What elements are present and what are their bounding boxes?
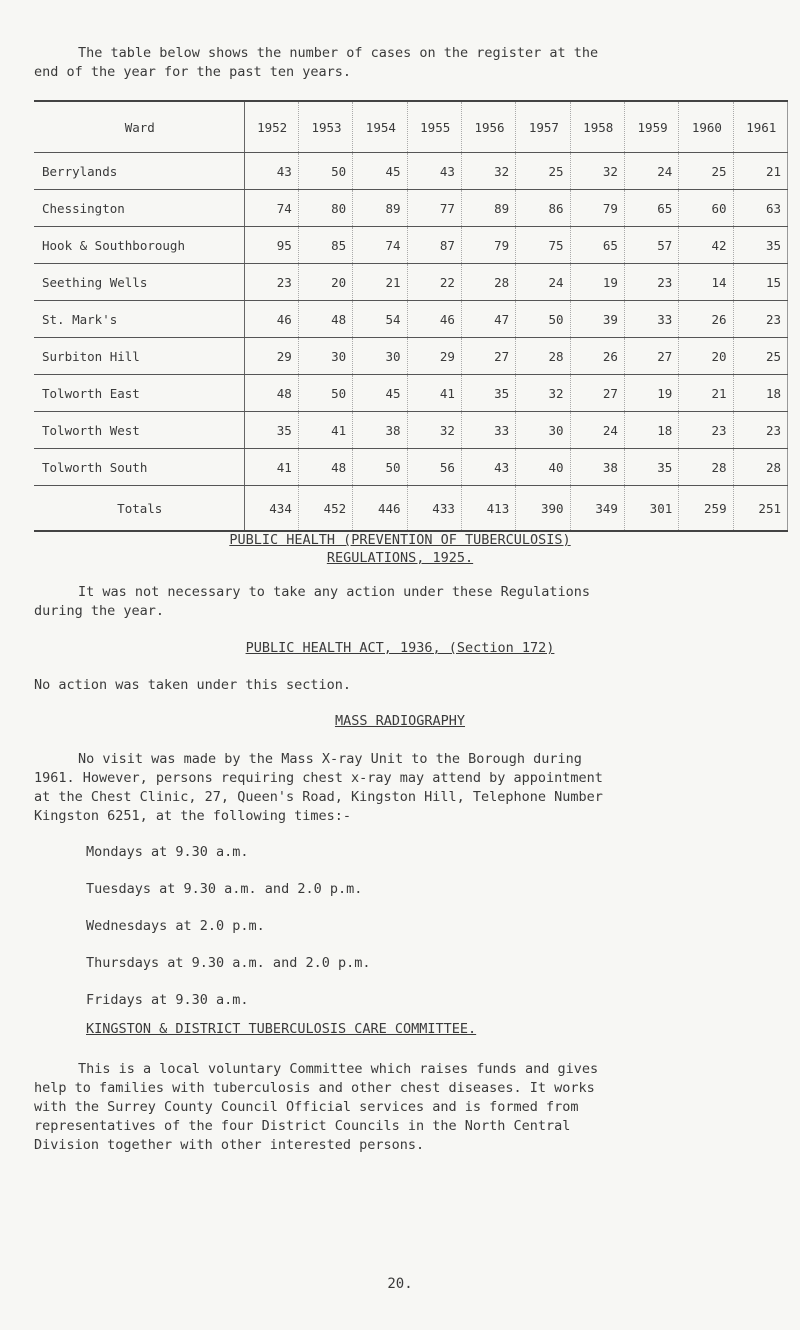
case-count-cell: 40 bbox=[516, 449, 570, 486]
pha-text-line: No action was taken under this section. bbox=[34, 677, 351, 693]
case-count-cell: 26 bbox=[570, 338, 624, 375]
case-count-cell: 25 bbox=[733, 338, 787, 375]
case-count-cell: 24 bbox=[624, 153, 678, 190]
case-count-cell: 45 bbox=[353, 375, 407, 412]
kd-paragraph bbox=[34, 1060, 774, 1155]
header-year: 1955 bbox=[407, 101, 461, 153]
pha-heading-text: PUBLIC HEALTH ACT, 1936, (Section 172) bbox=[245, 640, 555, 656]
kd-text-line: Division together with other interested persons. bbox=[34, 1137, 425, 1153]
case-count-cell: 42 bbox=[679, 227, 733, 264]
case-count-cell: 23 bbox=[733, 301, 787, 338]
table-row bbox=[34, 264, 788, 301]
case-count-cell: 33 bbox=[624, 301, 678, 338]
case-count-cell: 33 bbox=[461, 412, 515, 449]
case-count-cell: 43 bbox=[244, 153, 298, 190]
case-count-cell: 22 bbox=[407, 264, 461, 301]
case-count-cell: 79 bbox=[461, 227, 515, 264]
ward-name: Chessington bbox=[34, 190, 244, 227]
case-count-cell: 349 bbox=[570, 486, 624, 532]
case-count-cell: 25 bbox=[516, 153, 570, 190]
case-count-cell: 74 bbox=[244, 190, 298, 227]
header-year: 1954 bbox=[353, 101, 407, 153]
case-count-cell: 30 bbox=[298, 338, 352, 375]
case-count-cell: 30 bbox=[353, 338, 407, 375]
case-count-cell: 89 bbox=[461, 190, 515, 227]
table-row bbox=[34, 153, 788, 190]
case-count-cell: 60 bbox=[679, 190, 733, 227]
header-year: 1961 bbox=[733, 101, 787, 153]
header-year: 1957 bbox=[516, 101, 570, 153]
case-count-cell: 413 bbox=[461, 486, 515, 532]
totals-row bbox=[34, 486, 788, 532]
table-row bbox=[34, 338, 788, 375]
case-count-cell: 87 bbox=[407, 227, 461, 264]
case-count-cell: 28 bbox=[733, 449, 787, 486]
kd-text-line: help to families with tuberculosis and other chest diseases. It works bbox=[34, 1080, 595, 1096]
pha-paragraph bbox=[34, 676, 774, 695]
cases-register-table bbox=[34, 100, 788, 532]
ward-name: Seething Wells bbox=[34, 264, 244, 301]
case-count-cell: 19 bbox=[570, 264, 624, 301]
table-row bbox=[34, 301, 788, 338]
case-count-cell: 21 bbox=[679, 375, 733, 412]
phr-heading-2 bbox=[0, 550, 800, 566]
clinic-time-item: Thursdays at 9.30 a.m. and 2.0 p.m. bbox=[86, 955, 371, 971]
case-count-cell: 41 bbox=[298, 412, 352, 449]
case-count-cell: 35 bbox=[461, 375, 515, 412]
clinic-times-list bbox=[86, 842, 370, 1027]
case-count-cell: 23 bbox=[624, 264, 678, 301]
case-count-cell: 32 bbox=[570, 153, 624, 190]
case-count-cell: 32 bbox=[407, 412, 461, 449]
case-count-cell: 21 bbox=[353, 264, 407, 301]
case-count-cell: 29 bbox=[407, 338, 461, 375]
intro-line: The table below shows the number of cases on the register at the bbox=[78, 45, 599, 61]
header-year: 1953 bbox=[298, 101, 352, 153]
case-count-cell: 446 bbox=[353, 486, 407, 532]
page-number: 20. bbox=[387, 1276, 413, 1292]
case-count-cell: 20 bbox=[679, 338, 733, 375]
case-count-cell: 45 bbox=[353, 153, 407, 190]
case-count-cell: 86 bbox=[516, 190, 570, 227]
case-count-cell: 39 bbox=[570, 301, 624, 338]
case-count-cell: 24 bbox=[516, 264, 570, 301]
case-count-cell: 48 bbox=[244, 375, 298, 412]
case-count-cell: 29 bbox=[244, 338, 298, 375]
kd-text-line: This is a local voluntary Committee which raises funds and gives bbox=[78, 1061, 599, 1077]
table-row bbox=[34, 190, 788, 227]
header-year: 1958 bbox=[570, 101, 624, 153]
case-count-cell: 74 bbox=[353, 227, 407, 264]
mr-text-line: Kingston 6251, at the following times:- bbox=[34, 808, 351, 824]
case-count-cell: 38 bbox=[353, 412, 407, 449]
table-row bbox=[34, 375, 788, 412]
case-count-cell: 15 bbox=[733, 264, 787, 301]
header-year: 1952 bbox=[244, 101, 298, 153]
case-count-cell: 28 bbox=[461, 264, 515, 301]
clinic-time-item: Fridays at 9.30 a.m. bbox=[86, 992, 249, 1008]
ward-name: Tolworth West bbox=[34, 412, 244, 449]
case-count-cell: 85 bbox=[298, 227, 352, 264]
mr-text-line: 1961. However, persons requiring chest x-ray may attend by appointment bbox=[34, 770, 603, 786]
case-count-cell: 26 bbox=[679, 301, 733, 338]
case-count-cell: 28 bbox=[516, 338, 570, 375]
case-count-cell: 259 bbox=[679, 486, 733, 532]
case-count-cell: 18 bbox=[624, 412, 678, 449]
case-count-cell: 30 bbox=[516, 412, 570, 449]
case-count-cell: 18 bbox=[733, 375, 787, 412]
case-count-cell: 21 bbox=[733, 153, 787, 190]
clinic-time-item: Tuesdays at 9.30 a.m. and 2.0 p.m. bbox=[86, 881, 363, 897]
kd-heading bbox=[86, 1020, 476, 1039]
case-count-cell: 63 bbox=[733, 190, 787, 227]
case-count-cell: 50 bbox=[353, 449, 407, 486]
case-count-cell: 56 bbox=[407, 449, 461, 486]
case-count-cell: 43 bbox=[461, 449, 515, 486]
ward-name: Tolworth South bbox=[34, 449, 244, 486]
table-header-row bbox=[34, 101, 788, 153]
case-count-cell: 65 bbox=[570, 227, 624, 264]
case-count-cell: 41 bbox=[407, 375, 461, 412]
case-count-cell: 95 bbox=[244, 227, 298, 264]
case-count-cell: 46 bbox=[407, 301, 461, 338]
phr-paragraph bbox=[34, 583, 774, 621]
case-count-cell: 57 bbox=[624, 227, 678, 264]
case-count-cell: 23 bbox=[733, 412, 787, 449]
case-count-cell: 79 bbox=[570, 190, 624, 227]
case-count-cell: 27 bbox=[570, 375, 624, 412]
mr-heading bbox=[0, 713, 800, 729]
case-count-cell: 38 bbox=[570, 449, 624, 486]
case-count-cell: 65 bbox=[624, 190, 678, 227]
ward-name: St. Mark's bbox=[34, 301, 244, 338]
case-count-cell: 43 bbox=[407, 153, 461, 190]
case-count-cell: 434 bbox=[244, 486, 298, 532]
mr-paragraph bbox=[34, 750, 774, 826]
header-ward: Ward bbox=[34, 101, 244, 153]
case-count-cell: 35 bbox=[244, 412, 298, 449]
ward-name: Surbiton Hill bbox=[34, 338, 244, 375]
case-count-cell: 23 bbox=[244, 264, 298, 301]
ward-name: Tolworth East bbox=[34, 375, 244, 412]
mr-text-line: No visit was made by the Mass X-ray Unit to the Borough during bbox=[78, 751, 582, 767]
table-row bbox=[34, 449, 788, 486]
case-count-cell: 54 bbox=[353, 301, 407, 338]
case-count-cell: 47 bbox=[461, 301, 515, 338]
case-count-cell: 46 bbox=[244, 301, 298, 338]
phr-text-line: during the year. bbox=[34, 603, 165, 619]
intro-paragraph bbox=[34, 44, 774, 82]
clinic-time-item: Wednesdays at 2.0 p.m. bbox=[86, 918, 265, 934]
case-count-cell: 50 bbox=[298, 153, 352, 190]
case-count-cell: 24 bbox=[570, 412, 624, 449]
case-count-cell: 50 bbox=[298, 375, 352, 412]
case-count-cell: 19 bbox=[624, 375, 678, 412]
ward-name: Totals bbox=[34, 486, 244, 532]
header-year: 1960 bbox=[679, 101, 733, 153]
phr-heading-line-1: PUBLIC HEALTH (PREVENTION OF TUBERCULOSIS) bbox=[229, 532, 571, 548]
case-count-cell: 23 bbox=[679, 412, 733, 449]
case-count-cell: 32 bbox=[461, 153, 515, 190]
kd-text-line: representatives of the four District Councils in the North Central bbox=[34, 1118, 571, 1134]
case-count-cell: 32 bbox=[516, 375, 570, 412]
case-count-cell: 48 bbox=[298, 301, 352, 338]
phr-heading-line-2: REGULATIONS, 1925. bbox=[326, 550, 474, 566]
case-count-cell: 35 bbox=[624, 449, 678, 486]
ward-name: Hook & Southborough bbox=[34, 227, 244, 264]
table-row bbox=[34, 412, 788, 449]
case-count-cell: 41 bbox=[244, 449, 298, 486]
case-count-cell: 452 bbox=[298, 486, 352, 532]
case-count-cell: 390 bbox=[516, 486, 570, 532]
case-count-cell: 89 bbox=[353, 190, 407, 227]
case-count-cell: 301 bbox=[624, 486, 678, 532]
case-count-cell: 14 bbox=[679, 264, 733, 301]
case-count-cell: 27 bbox=[461, 338, 515, 375]
phr-text-line: It was not necessary to take any action under these Regulations bbox=[78, 584, 591, 600]
ward-name: Berrylands bbox=[34, 153, 244, 190]
header-year: 1956 bbox=[461, 101, 515, 153]
pha-heading bbox=[0, 640, 800, 656]
case-count-cell: 27 bbox=[624, 338, 678, 375]
case-count-cell: 80 bbox=[298, 190, 352, 227]
case-count-cell: 25 bbox=[679, 153, 733, 190]
intro-line: end of the year for the past ten years. bbox=[34, 64, 351, 80]
case-count-cell: 433 bbox=[407, 486, 461, 532]
header-year: 1959 bbox=[624, 101, 678, 153]
clinic-time-item: Mondays at 9.30 a.m. bbox=[86, 844, 249, 860]
case-count-cell: 75 bbox=[516, 227, 570, 264]
case-count-cell: 20 bbox=[298, 264, 352, 301]
mr-heading-text: MASS RADIOGRAPHY bbox=[334, 713, 466, 729]
case-count-cell: 50 bbox=[516, 301, 570, 338]
case-count-cell: 35 bbox=[733, 227, 787, 264]
table-row bbox=[34, 227, 788, 264]
case-count-cell: 77 bbox=[407, 190, 461, 227]
case-count-cell: 251 bbox=[733, 486, 787, 532]
phr-heading bbox=[0, 532, 800, 548]
case-count-cell: 48 bbox=[298, 449, 352, 486]
kd-heading-text: KINGSTON & DISTRICT TUBERCULOSIS CARE COMMITTEE. bbox=[86, 1021, 477, 1037]
mr-text-line: at the Chest Clinic, 27, Queen's Road, Kingston Hill, Telephone Number bbox=[34, 789, 603, 805]
case-count-cell: 28 bbox=[679, 449, 733, 486]
kd-text-line: with the Surrey County Council Official services and is formed from bbox=[34, 1099, 579, 1115]
